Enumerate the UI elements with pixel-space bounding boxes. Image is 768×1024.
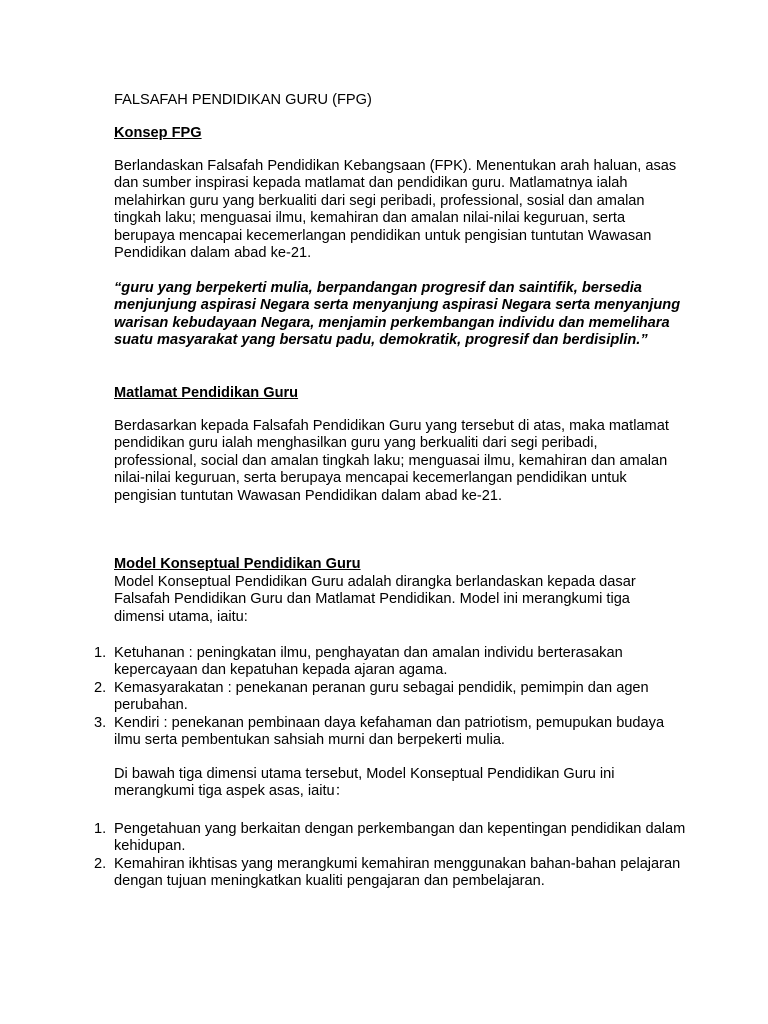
list-number: 2. [94,855,107,872]
list-item [94,856,694,891]
list-number: 1. [94,645,107,661]
document-title: FALSAFAH PENDIDIKAN GURU (FPG) [114,92,372,108]
heading-konsep-fpg: Konsep FPG [114,125,202,141]
list-number: 1. [94,821,107,837]
paragraph-konsep: Berlandaskan Falsafah Pendidikan Kebangsaan (FPK). Menentukan arah haluan, asas dan sumber inspirasi kepada matlamat dan pendidikan guru. Matlamatnya ialah melahirkan guru yang berkualiti dari segi peribadi, professional, sosial dan amalan tingkah laku; menguasai ilmu, kemahiran dan amalan nilai-nilai keguruan, serta berupaya mencapai kecemerlangan pendidikan untuk pengisian tuntutan Wawasan Pendidikan dalam abad ke-21. [114,158,677,262]
list-item [94,680,694,715]
list-dimensi-utama [94,645,694,749]
list-text: Pengetahuan yang berkaitan dengan perkembangan dan kepentingan pendidikan dalam kehidupan. [114,821,686,855]
list-number: 3. [94,714,107,731]
list-aspek-asas [94,821,694,891]
paragraph-matlamat: Berdasarkan kepada Falsafah Pendidikan Guru yang tersebut di atas, maka matlamat pendidikan guru ialah menghasilkan guru yang berkualiti dari segi peribadi, professional, social dan amalan tingkah laku; menguasai ilmu, kemahiran dan amalan nilai-nilai keguruan, serta berupaya mencapai kecemerlangan pendidikan untuk pengisian tuntutan Wawasan Pendidikan dalam abad ke-21. [114,418,669,504]
list-item [94,715,694,750]
list-number: 2. [94,679,107,696]
list-text: Kendiri : penekanan pembinaan daya kefahaman dan patriotism, pemupukan budaya ilmu serta pembentukan sahsiah murni dan berpekerti mulia. [114,714,665,749]
list-text: Ketuhanan : peningkatan ilmu, penghayatan dan amalan individu berterasakan kepercayaan dan kepatuhan kepada ajaran agama. [114,645,623,679]
paragraph-aspek-asas: Di bawah tiga dimensi utama tersebut, Model Konseptual Pendidikan Guru ini merangkumi tiga aspek asas, iaitu： [114,766,615,800]
paragraph-model: Model Konseptual Pendidikan Guru adalah dirangka berlandaskan kepada dasar Falsafah Pendidikan Guru dan Matlamat Pendidikan. Model ini merangkumi tiga dimensi utama, iaitu: [114,574,636,625]
list-text: Kemasyarakatan : penekanan peranan guru sebagai pendidik, pemimpin dan agen perubahan. [114,679,649,714]
list-item [94,645,694,680]
list-text: Kemahiran ikhtisas yang merangkumi kemahiran menggunakan bahan-bahan pelajaran dengan tujuan meningkatkan kualiti pengajaran dan pembelajaran. [114,855,681,890]
list-item [94,821,694,856]
quote-fpg: “guru yang berpekerti mulia, berpandangan progresif dan saintifik, bersedia menjunjung aspirasi Negara serta menyanjung aspirasi Negara serta menyanjung warisan kebudayaan Negara, menjamin perkembangan individu dan memelihara suatu masyarakat yang bersatu padu, demokratik, progresif dan berdisiplin.” [114,280,681,349]
heading-model-konseptual: Model Konseptual Pendidikan Guru [114,556,361,572]
heading-matlamat: Matlamat Pendidikan Guru [114,385,299,401]
